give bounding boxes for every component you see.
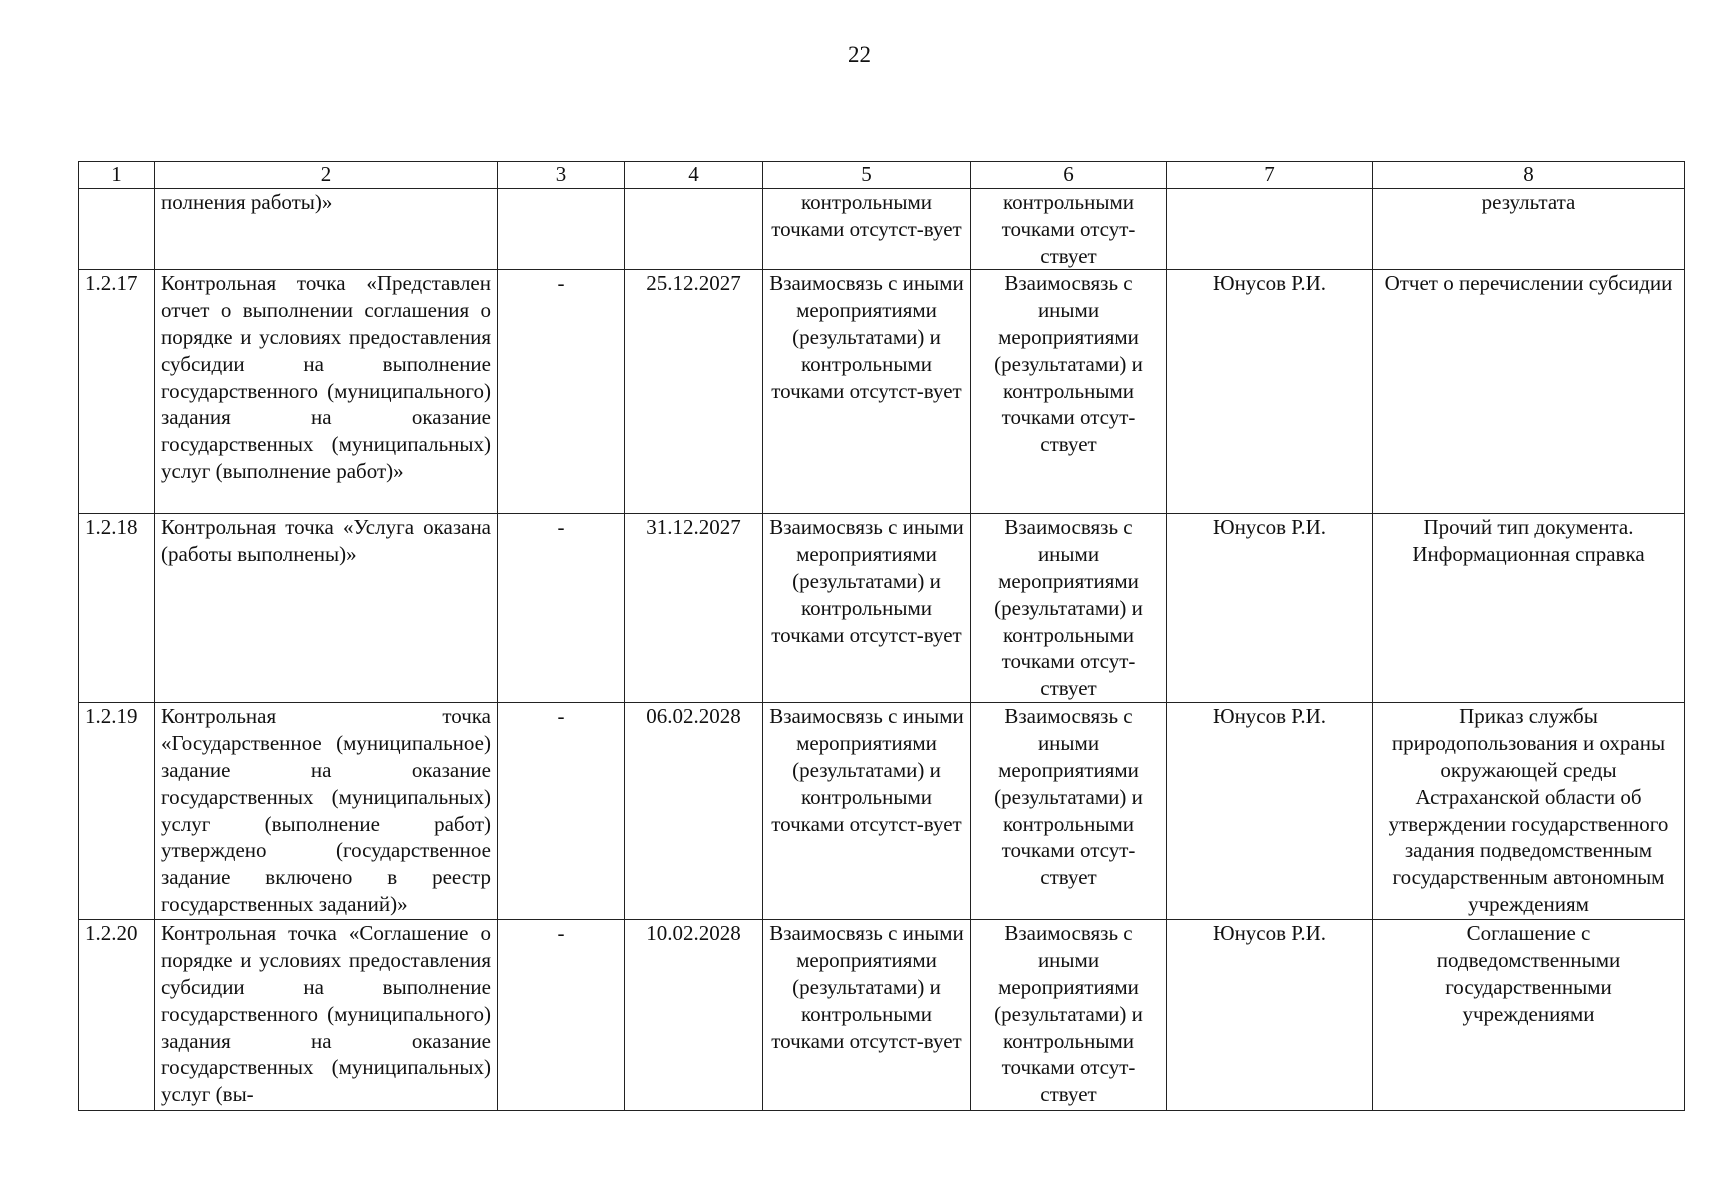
- row-name: Контрольная точка «Представлен отчет о выполнении соглашения о порядке и условиях предоставления субсидии на выполнение государственного (муниципального) задания на оказание государственных (муниципальных) услуг (выполнение работ)»: [155, 270, 498, 514]
- row-result: Соглашение с подведомственными государственными учреждениями: [1373, 920, 1685, 1111]
- row-responsible: Юнусов Р.И.: [1167, 920, 1373, 1111]
- page-number: 22: [848, 42, 871, 67]
- row-col3: -: [498, 920, 625, 1111]
- row-result: Приказ службы природопользования и охраны окружающей среды Астраханской области об утверждении государственного задания подведомственным государственным автономным учреждениям: [1373, 703, 1685, 920]
- row-date: 25.12.2027: [625, 270, 763, 514]
- row-responsible: Юнусов Р.И.: [1167, 514, 1373, 703]
- row-relation-6: Взаимосвязь с иными мероприятиями (результатами) и контрольными точками отсут-ствует: [971, 514, 1167, 703]
- column-header: 6: [971, 162, 1167, 189]
- row-number: 1.2.18: [79, 514, 155, 703]
- row-relation-6: Взаимосвязь с иными мероприятиями (результатами) и контрольными точками отсут-ствует: [971, 270, 1167, 514]
- row-date: 31.12.2027: [625, 514, 763, 703]
- column-header: 2: [155, 162, 498, 189]
- row-col3: -: [498, 270, 625, 514]
- table-row: [79, 703, 1685, 920]
- row-relation-6: Взаимосвязь с иными мероприятиями (результатами) и контрольными точками отсут-ствует: [971, 920, 1167, 1111]
- row-number: 1.2.19: [79, 703, 155, 920]
- row-date: 10.02.2028: [625, 920, 763, 1111]
- row-relation-6: Взаимосвязь с иными мероприятиями (результатами) и контрольными точками отсут-ствует: [971, 703, 1167, 920]
- table-row: [79, 514, 1685, 703]
- column-header: 5: [763, 162, 971, 189]
- row-result: Прочий тип документа. Информационная справка: [1373, 514, 1685, 703]
- column-header: 4: [625, 162, 763, 189]
- row-date: 06.02.2028: [625, 703, 763, 920]
- row-responsible: Юнусов Р.И.: [1167, 270, 1373, 514]
- row-relation-5: Взаимосвязь с иными мероприятиями (результатами) и контрольными точками отсутст-вует: [763, 703, 971, 920]
- row-result: Отчет о перечислении субсидии: [1373, 270, 1685, 514]
- row-col3: -: [498, 703, 625, 920]
- column-header: 3: [498, 162, 625, 189]
- column-header: 8: [1373, 162, 1685, 189]
- row-number: 1.2.17: [79, 270, 155, 514]
- row-result: результата: [1373, 189, 1685, 270]
- table-row: [79, 270, 1685, 514]
- row-relation-5: Взаимосвязь с иными мероприятиями (результатами) и контрольными точками отсутст-вует: [763, 270, 971, 514]
- row-name: Контрольная точка «Соглашение о порядке и условиях предоставления субсидии на выполнение государственного (муниципального) задания на оказание государственных (муниципальных) услуг (вы-: [155, 920, 498, 1111]
- row-col3: -: [498, 514, 625, 703]
- row-relation-6: контрольными точками отсут-ствует: [971, 189, 1167, 270]
- column-header: 1: [79, 162, 155, 189]
- row-name: Контрольная точка «Услуга оказана (работы выполнены)»: [155, 514, 498, 703]
- column-header: 7: [1167, 162, 1373, 189]
- row-name: полнения работы)»: [155, 189, 498, 270]
- row-responsible: [1167, 189, 1373, 270]
- control-points-table: [78, 161, 1685, 1111]
- row-col3: [498, 189, 625, 270]
- row-relation-5: Взаимосвязь с иными мероприятиями (результатами) и контрольными точками отсутст-вует: [763, 920, 971, 1111]
- table-row: [79, 189, 1685, 270]
- header-row: [79, 162, 1685, 189]
- row-date: [625, 189, 763, 270]
- row-name: Контрольная точка «Государственное (муниципальное) задание на оказание государственных (муниципальных) услуг (выполнение работ) утверждено (государственное задание включено в реестр государственных заданий)»: [155, 703, 498, 920]
- row-responsible: Юнусов Р.И.: [1167, 703, 1373, 920]
- row-relation-5: контрольными точками отсутст-вует: [763, 189, 971, 270]
- row-number: [79, 189, 155, 270]
- row-relation-5: Взаимосвязь с иными мероприятиями (результатами) и контрольными точками отсутст-вует: [763, 514, 971, 703]
- row-number: 1.2.20: [79, 920, 155, 1111]
- table-row: [79, 920, 1685, 1111]
